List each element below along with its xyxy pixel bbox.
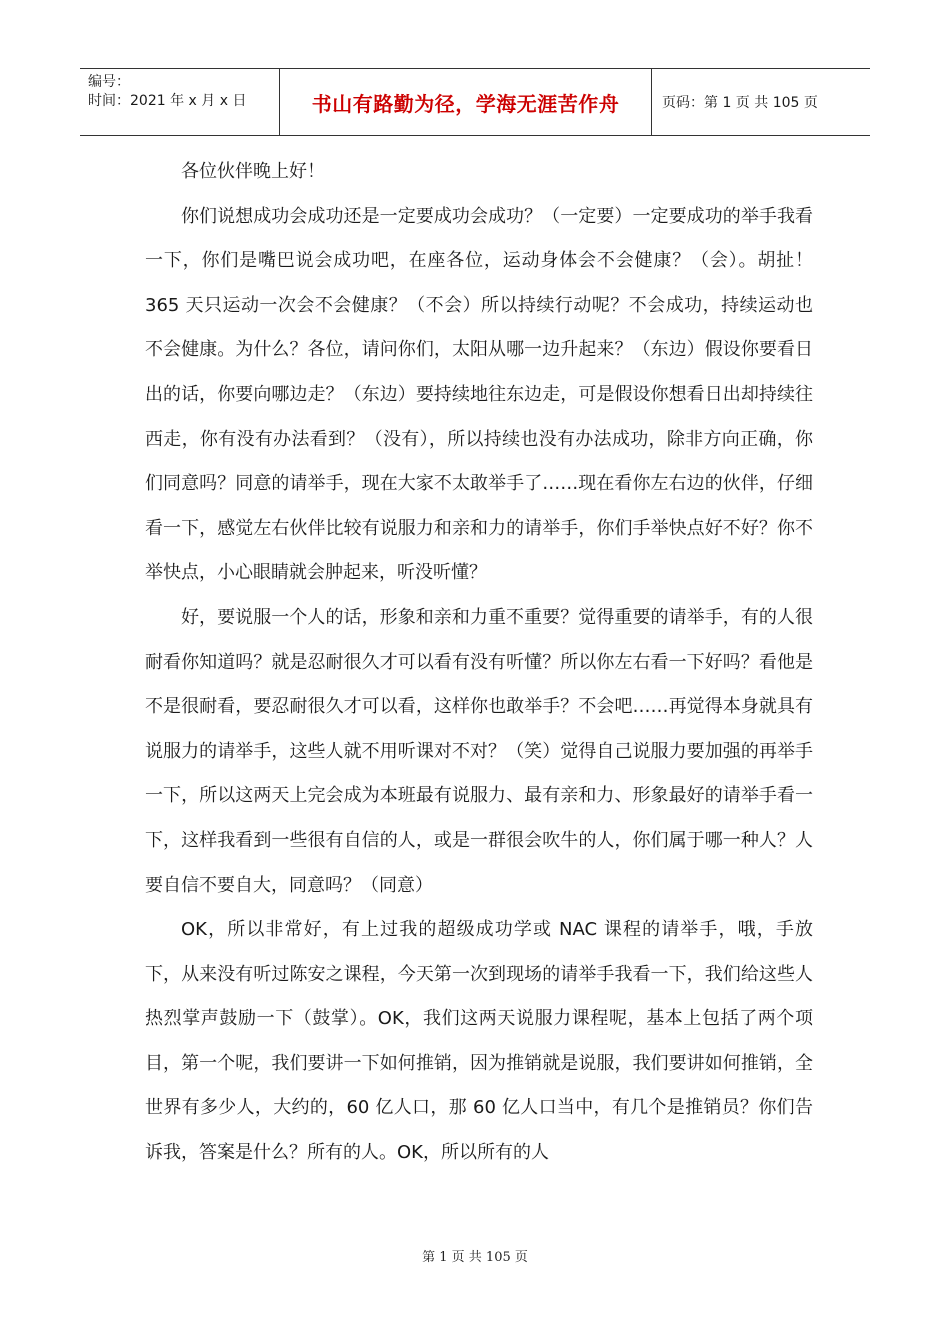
paragraph: 好，要说服一个人的话，形象和亲和力重不重要？觉得重要的请举手，有的人很耐看你知道吗？就是忍耐很久才可以看有没有听懂？所以你左右看一下好吗？看他是不是很耐看，要忍耐很久才可以看，这样你也敢举手？不会吧……再觉得本身就具有说服力的请举手，这些人就不用听课对不对？（笑）觉得自己说服力要加强的再举手一下，所以这两天上完会成为本班最有说服力、最有亲和力、形象最好的请举手看一下，这样我看到一些很有自信的人，或是一群很会吹牛的人，你们属于哪一种人？人要自信不要自大，同意吗？（同意）: [145, 606, 813, 896]
page-footer: 第 1 页 共 105 页: [422, 1250, 528, 1265]
header-page-info: 页码：第 1 页 共 105 页: [662, 95, 818, 111]
header-meta: [80, 69, 280, 135]
document-date: 时间：2021 年 x 月 x 日: [88, 93, 247, 109]
header-motto: 书山有路勤为径，学海无涯苦作舟: [280, 69, 652, 135]
paragraph: OK，所以非常好，有上过我的超级成功学或 NAC 课程的请举手，哦，手放下，从来没有听过陈安之课程，今天第一次到现场的请举手我看一下，我们给这些人热烈掌声鼓励一下（鼓掌）。OK，我们这两天说服力课程呢，基本上包括了两个项目，第一个呢，我们要讲一下如何推销，因为推销就是说服，我们要讲如何推销，全世界有多少人，大约的，60 亿人口，那 60 亿人口当中，有几个是推销员？你们告诉我，答案是什么？所有的人。OK，所以所有的人: [145, 919, 813, 1164]
document-number-label: 编号：: [88, 74, 130, 90]
paragraph-greeting: 各位伙伴晚上好！: [181, 161, 325, 182]
document-body: [145, 150, 813, 1176]
page-header: [80, 68, 870, 136]
paragraph: 你们说想成功会成功还是一定要成功会成功？（一定要）一定要成功的举手我看一下，你们是嘴巴说会成功吧，在座各位，运动身体会不会健康？（会）。胡扯！365 天只运动一次会不会健康？（不会）所以持续行动呢？不会成功，持续运动也不会健康。为什么？各位，请问你们，太阳从哪一边升起来？（东边）假设你要看日出的话，你要向哪边走？（东边）要持续地往东边走，可是假设你想看日出却持续往西走，你有没有办法看到？（没有），所以持续也没有办法成功，除非方向正确，你们同意吗？同意的请举手，现在大家不太敢举手了……现在看你左右边的伙伴，仔细看一下，感觉左右伙伴比较有说服力和亲和力的请举手，你们手举快点好不好？你不举快点，小心眼睛就会肿起来，听没听懂？: [145, 205, 813, 584]
